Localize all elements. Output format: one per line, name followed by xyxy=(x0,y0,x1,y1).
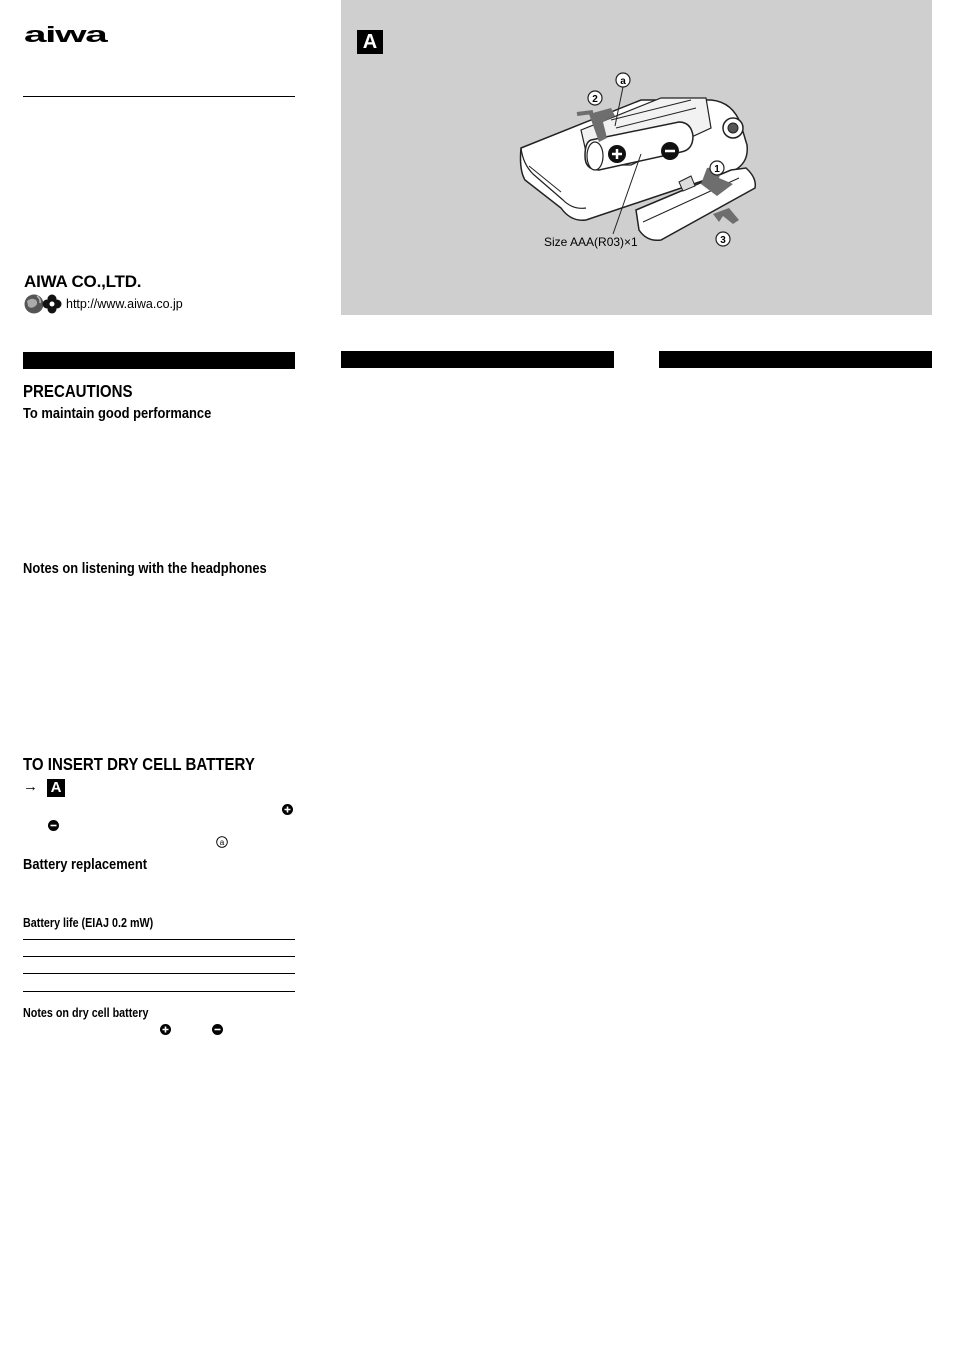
header-rule xyxy=(23,96,295,97)
globe-icon xyxy=(24,293,64,315)
minus-terminal-icon xyxy=(48,820,59,831)
battery-life-table-rule-1 xyxy=(23,939,295,940)
section-bar-left xyxy=(23,352,295,369)
maintain-performance-heading: To maintain good performance xyxy=(23,405,212,422)
part-a-label: a xyxy=(620,76,626,87)
battery-life-table-rule-2 xyxy=(23,956,295,957)
plus-terminal-icon xyxy=(160,1024,171,1035)
insert-arrow: → xyxy=(23,778,38,795)
minus-terminal-icon xyxy=(212,1024,223,1035)
battery-size-label: Size AAA(R03)×1 xyxy=(544,235,638,249)
battery-replacement-heading: Battery replacement xyxy=(23,856,148,873)
aiwa-logo xyxy=(24,18,140,48)
shell-icon xyxy=(43,295,62,314)
dry-cell-notes-heading: Notes on dry cell battery xyxy=(23,1006,149,1020)
section-bar-right xyxy=(659,351,932,368)
headphones-notes-heading: Notes on listening with the headphones xyxy=(23,560,267,577)
step-1-label: 1 xyxy=(714,164,720,175)
battery-insertion-illustration xyxy=(511,70,771,255)
step-3-label: 3 xyxy=(720,235,726,246)
insert-battery-title: TO INSERT DRY CELL BATTERY xyxy=(23,754,255,774)
figure-a-panel xyxy=(341,0,932,315)
circled-a-icon xyxy=(216,836,228,848)
section-bar-middle xyxy=(341,351,614,368)
website[interactable] xyxy=(24,293,183,315)
precautions-title: PRECAUTIONS xyxy=(23,381,133,401)
plus-terminal-icon xyxy=(282,804,293,815)
svg-text:a: a xyxy=(219,837,225,847)
company-name: AIWA CO.,LTD. xyxy=(24,272,142,291)
step-2-label: 2 xyxy=(592,94,598,105)
figure-label: A xyxy=(357,30,383,54)
insert-figure-ref: A xyxy=(47,779,65,797)
battery-life-heading: Battery life (EIAJ 0.2 mW) xyxy=(23,916,154,930)
battery-life-table-rule-3 xyxy=(23,973,295,974)
website-url[interactable]: http://www.aiwa.co.jp xyxy=(66,297,183,311)
logo-text: aiwa xyxy=(24,21,107,47)
battery-life-table-rule-4 xyxy=(23,991,295,992)
